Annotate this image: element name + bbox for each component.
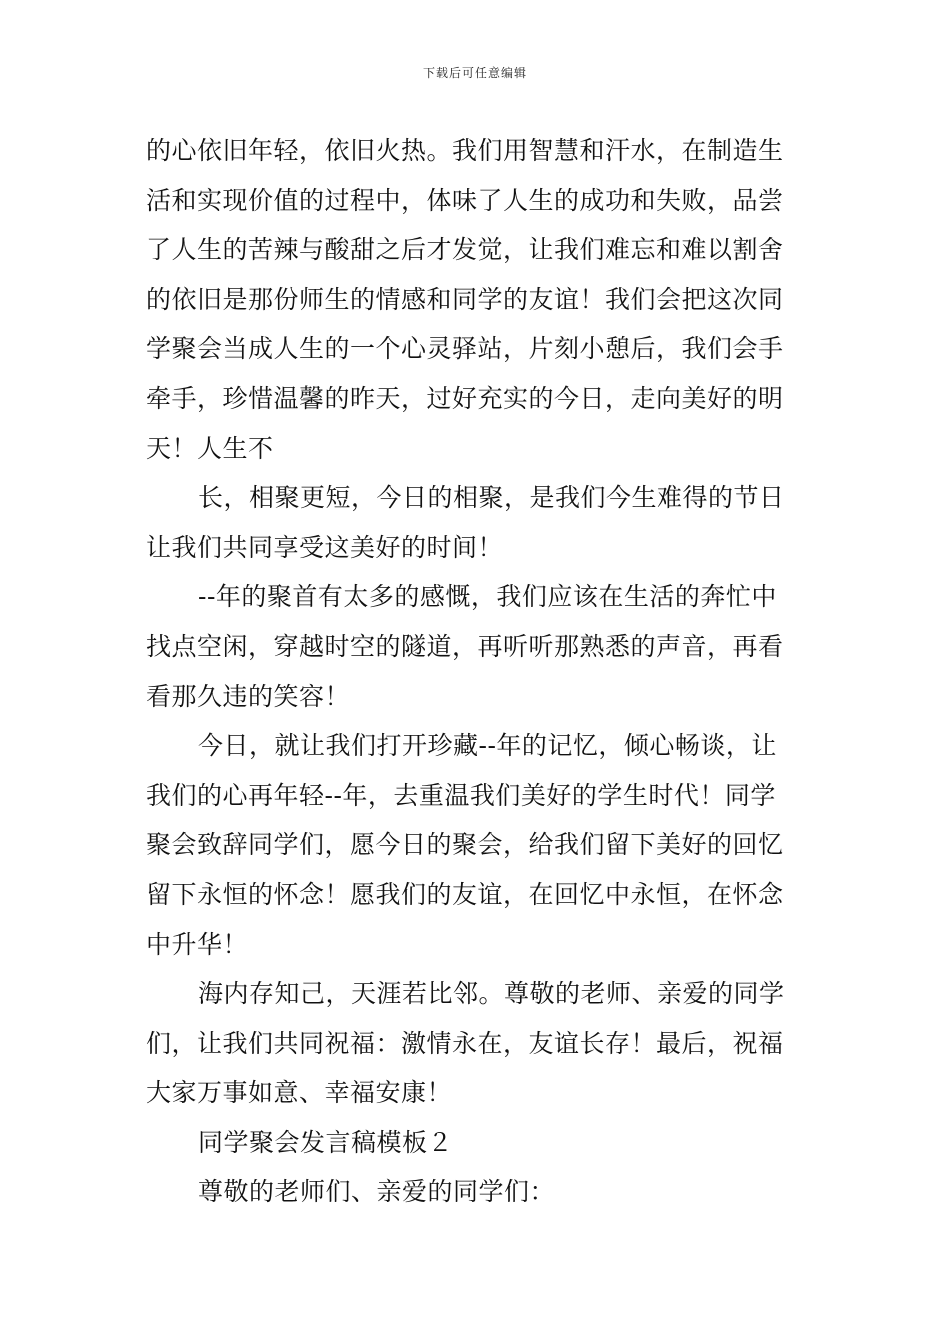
header-note: 下载后可任意编辑 (422, 66, 527, 80)
text-line: 了人生的苦辣与酸甜之后才发觉，让我们难忘和难以割舍 (146, 235, 784, 265)
text-line: 看那久违的笑容！ (146, 681, 351, 711)
text-line: 聚会致辞同学们，愿今日的聚会，给我们留下美好的回忆 (146, 830, 784, 860)
text-line: 留下永恒的怀念！愿我们的友谊，在回忆中永恒，在怀念 (146, 879, 784, 909)
text-line: 长，相聚更短，今日的相聚，是我们今生难得的节日 (198, 483, 785, 513)
text-line: 天！人生不 (146, 433, 274, 463)
salutation: 尊敬的老师们、亲爱的同学们： (198, 1177, 556, 1207)
text-line: 大家万事如意、幸福安康！ (146, 1078, 453, 1108)
text-line: 活和实现价值的过程中，体味了人生的成功和失败，品尝 (146, 185, 784, 215)
text-line: 的心依旧年轻，依旧火热。我们用智慧和汗水，在制造生 (146, 136, 784, 165)
text-line: 们，让我们共同祝福：激情永在，友谊长存！最后，祝福 (146, 1028, 784, 1058)
text-line: 今日，就让我们打开珍藏--年的记忆，倾心畅谈，让 (198, 731, 777, 761)
text-line: 学聚会当成人生的一个心灵驿站，片刻小憩后，我们会手 (146, 334, 784, 364)
section-heading: 同学聚会发言稿模板２ (198, 1127, 454, 1157)
text-line: 海内存知己，天涯若比邻。尊敬的老师、亲爱的同学 (198, 979, 785, 1009)
text-line: 让我们共同享受这美好的时间！ (146, 532, 504, 562)
text-line: 的依旧是那份师生的情感和同学的友谊！我们会把这次同 (146, 284, 784, 314)
text-line: 我们的心再年轻--年，去重温我们美好的学生时代！同学 (146, 780, 776, 810)
text-line: 找点空闲，穿越时空的隧道，再听听那熟悉的声音，再看 (146, 631, 784, 661)
text-line: 牵手，珍惜温馨的昨天，过好充实的今日，走向美好的明 (146, 383, 784, 413)
document-body (146, 126, 806, 1217)
text-line: 中升华！ (146, 929, 249, 959)
text-line: --年的聚首有太多的感慨，我们应该在生活的奔忙中 (198, 582, 777, 612)
